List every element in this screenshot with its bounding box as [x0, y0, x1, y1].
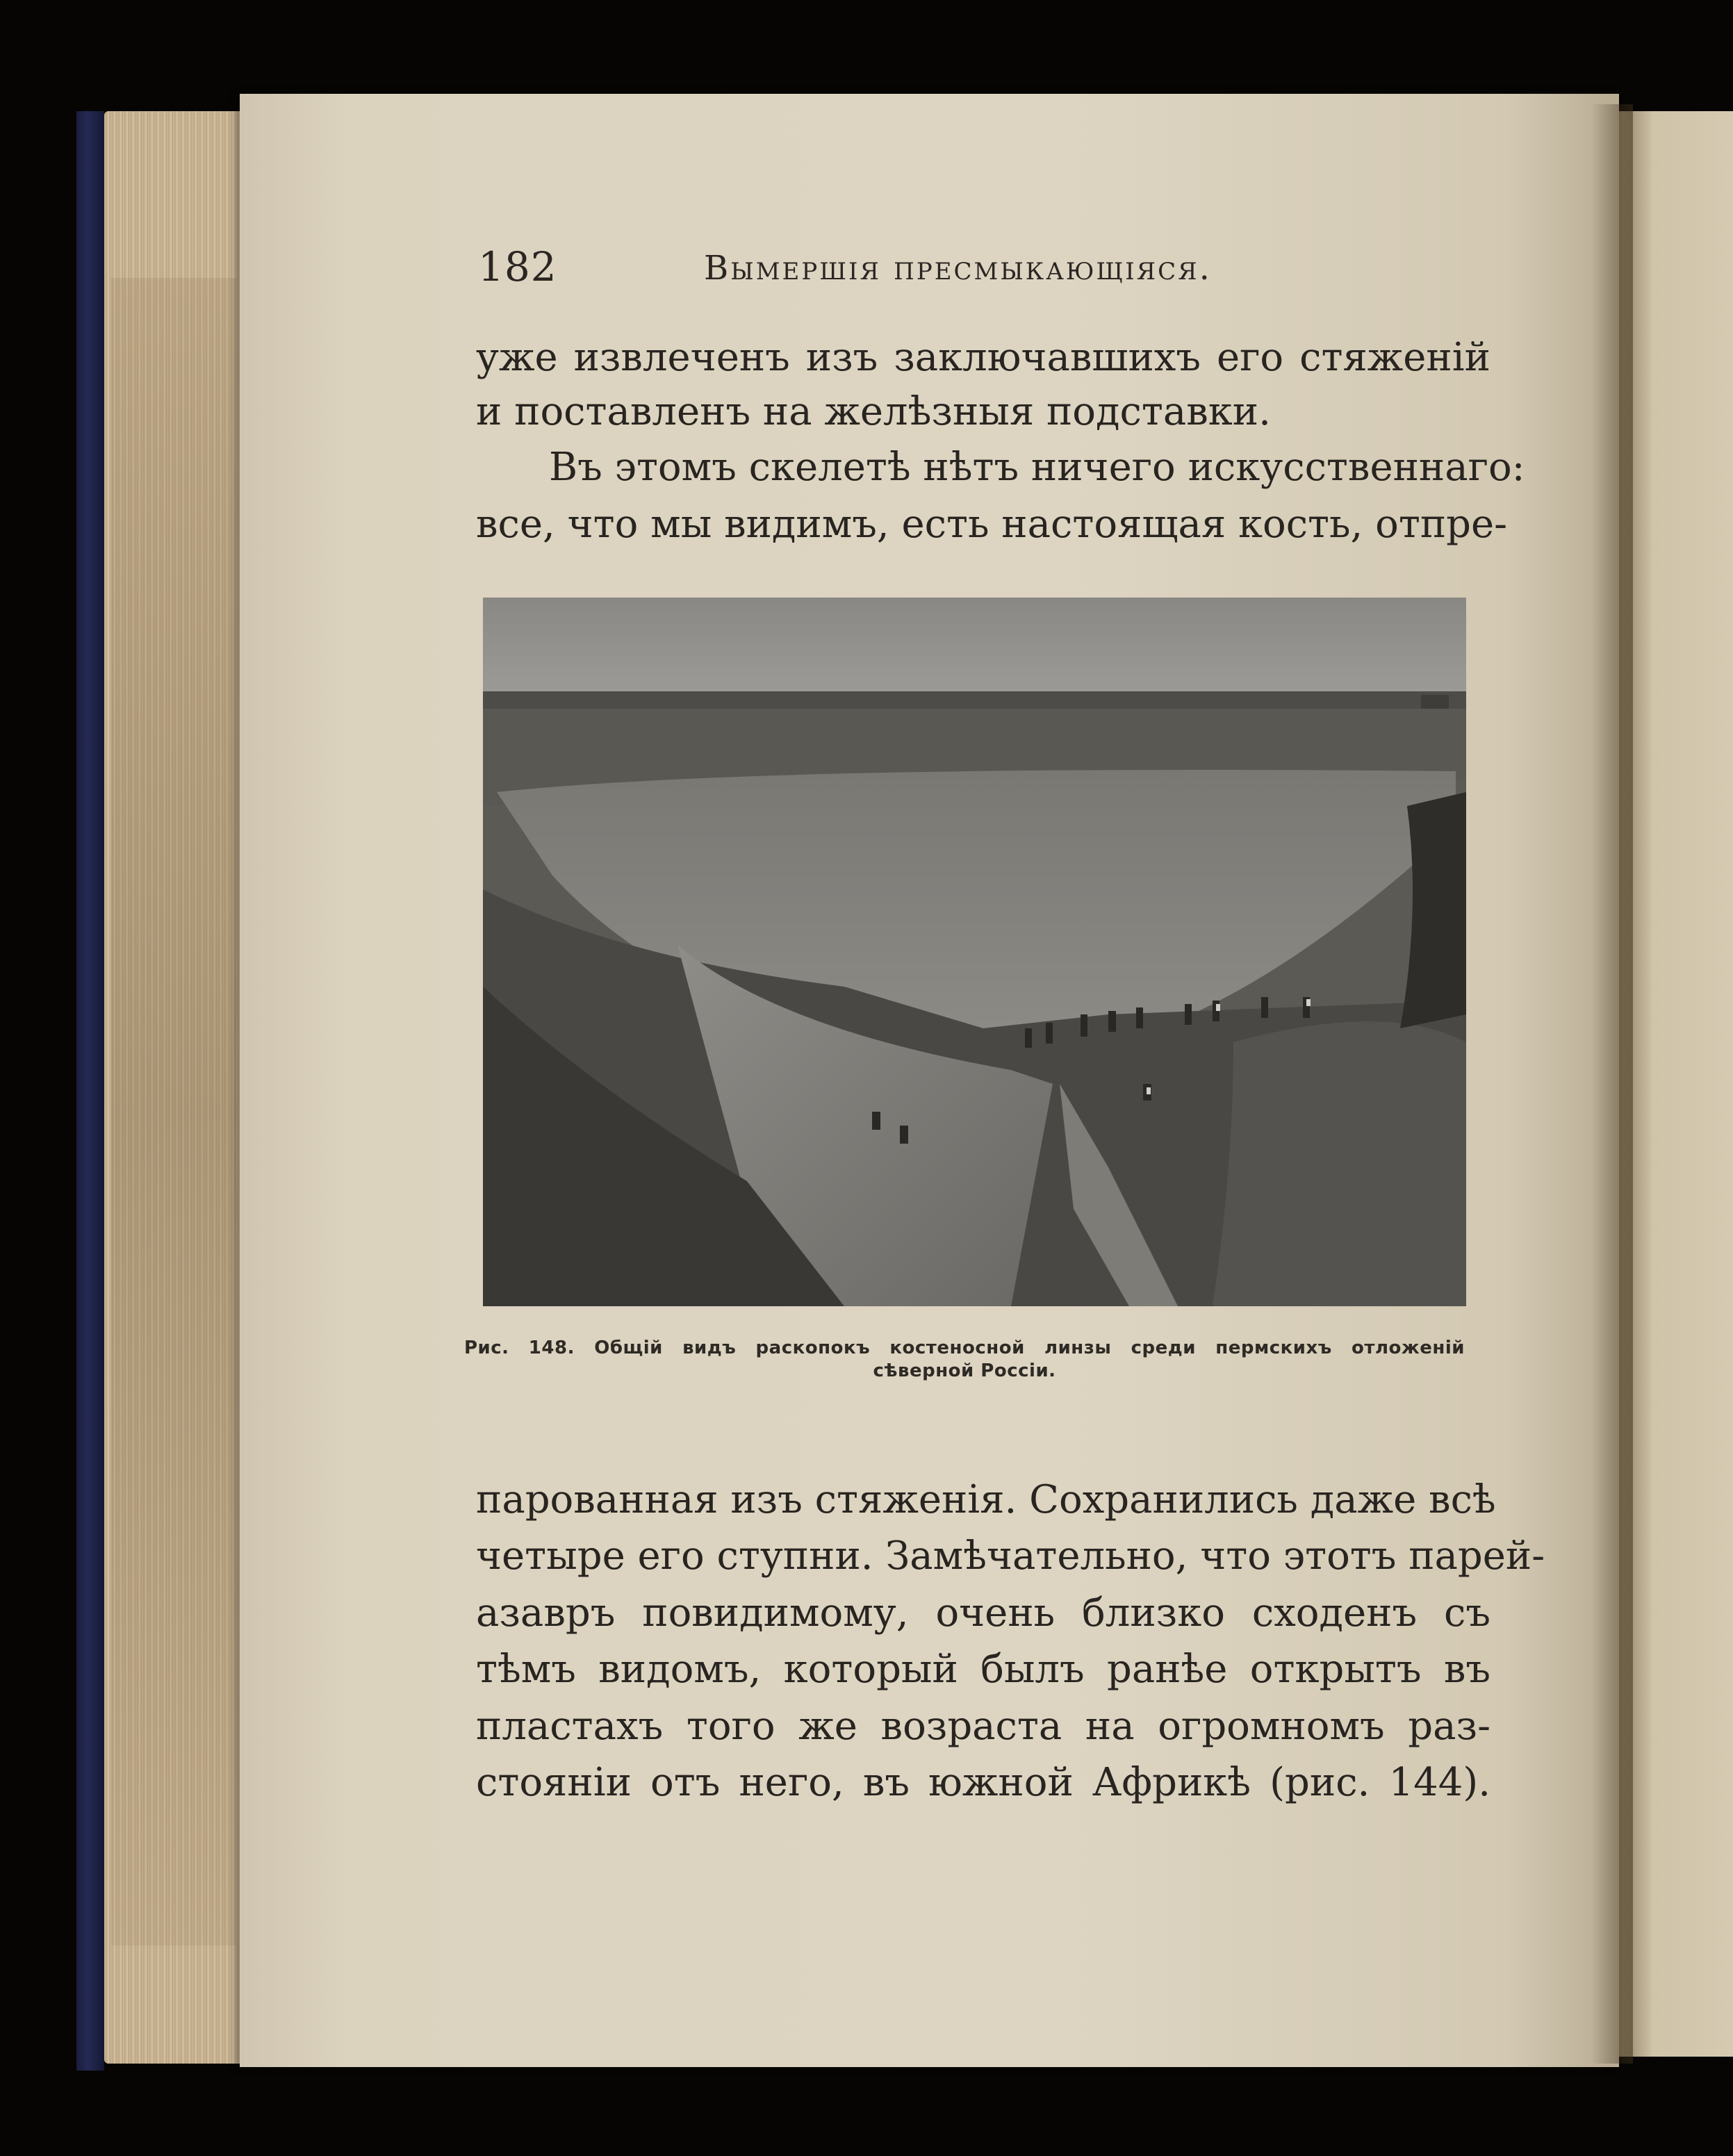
text-line: все, что мы видимъ, есть настоящая кость, отпре-: [476, 502, 1508, 547]
book-cover: [76, 111, 104, 2071]
page-gutter: [1591, 104, 1633, 2064]
page-number: 182: [478, 243, 557, 290]
text-line: и поставленъ на желѣзныя подставки.: [476, 389, 1271, 434]
text-line: азавръ повидимому, очень близко сходенъ съ: [476, 1590, 1490, 1636]
figure-caption-line-1: Рис. 148. Общій видъ раскопокъ костеносной линзы среди пермскихъ отложеній: [464, 1338, 1465, 1358]
page-header: [478, 243, 1493, 299]
text-line: тѣмъ видомъ, который былъ ранѣе открытъ въ: [476, 1647, 1490, 1692]
text-line: Въ этомъ скелетѣ нѣтъ ничего искусственнаго:: [549, 445, 1525, 490]
text-line: стояніи отъ него, въ южной Африкѣ (рис. 144).: [476, 1760, 1490, 1805]
figure-caption-line-2: сѣверной Россіи.: [873, 1360, 1056, 1381]
text-line: парованная изъ стяженія. Сохранились даже всѣ: [476, 1477, 1496, 1522]
page-edge-stain: [111, 278, 236, 1945]
text-line: пластахъ того же возраста на огромномъ раз-: [476, 1704, 1490, 1749]
text-line: четыре его ступни. Замѣчательно, что этотъ парей-: [476, 1533, 1545, 1579]
facing-page: [1619, 111, 1733, 2057]
running-title: Вымершія пресмыкающіяся.: [704, 249, 1212, 288]
excavation-photo-illustration: [483, 598, 1466, 1306]
text-line: уже извлеченъ изъ заключавшихъ его стяженій: [476, 335, 1490, 380]
figure-photo-excavation: [483, 598, 1466, 1306]
